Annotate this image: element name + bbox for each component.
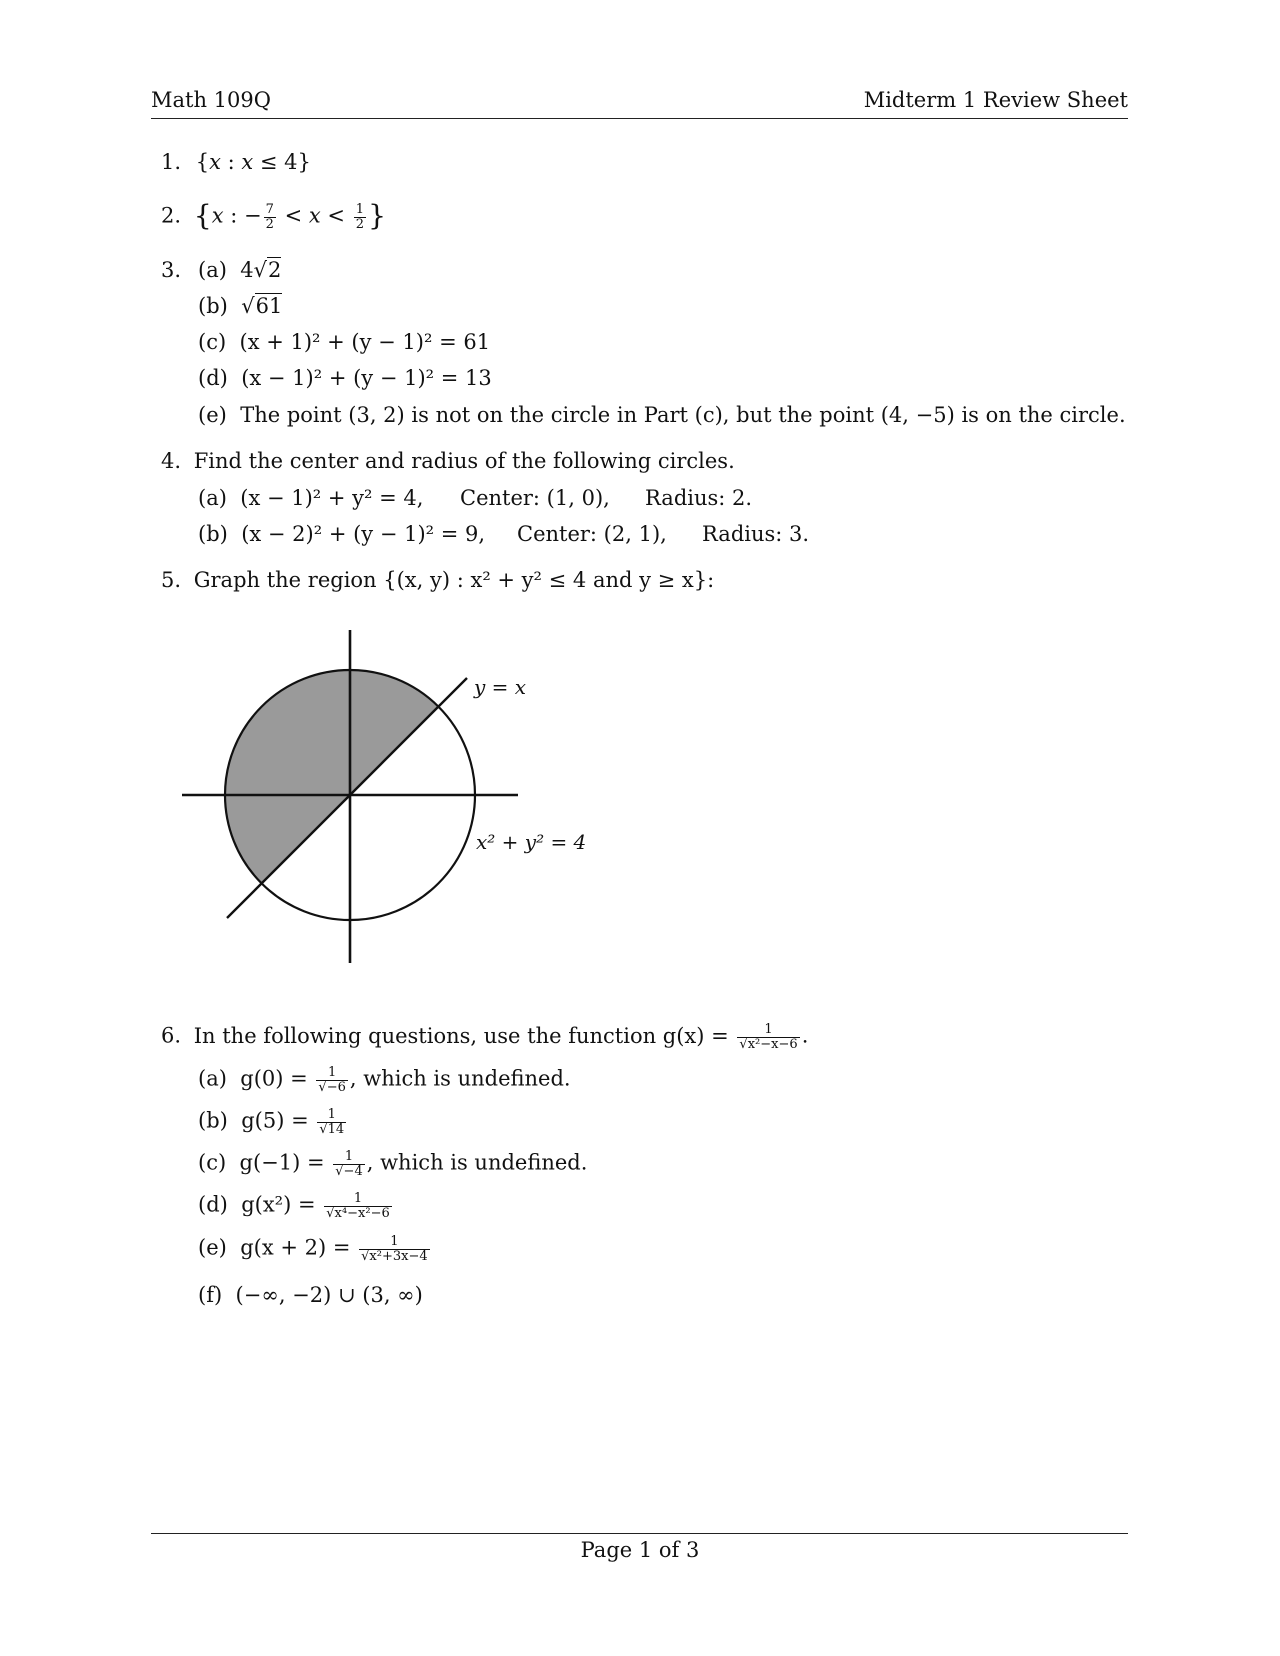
problem-4b-radius: Radius: 3.	[702, 522, 810, 546]
problem-4b: (b) (x − 2)² + (y − 1)² = 9,	[198, 522, 486, 546]
problem-6: 6. In the following questions, use the function g(x) = $\frac{1}{\text{√x²−x−6}}$ .	[161, 1022, 809, 1052]
problem-4a-center: Center: (1, 0),	[460, 486, 610, 510]
problem-6a: (a) g(0) = $\frac{1}{√-6}$ , which is undefined.	[198, 1065, 571, 1095]
problem-number: 2.	[161, 203, 182, 228]
problem-6f: (f) (−∞, −2) ∪ (3, ∞)	[198, 1283, 423, 1307]
course-name: Math 109Q	[151, 88, 271, 112]
fraction: $\frac{1}{\text{√x⁴−x²−6}}$	[326, 1191, 390, 1221]
problem-3a: (a) 4√2	[198, 258, 282, 282]
fraction: $\frac{1}{\text{√x²−x−6}}$	[739, 1022, 798, 1052]
problem-number: 4.	[161, 449, 182, 473]
fraction: $\frac{1}{√-6}$	[318, 1065, 346, 1095]
fraction: $\frac{1}{√-4}$	[335, 1149, 363, 1179]
fraction: $\frac{7}{2}$	[265, 202, 274, 232]
problem-4a: (a) (x − 1)² + y² = 4,	[198, 486, 424, 510]
problem-4: 4. Find the center and radius of the following circles.	[161, 449, 735, 473]
problem-4a-radius: Radius: 2.	[645, 486, 753, 510]
label-line: y = x	[474, 675, 527, 699]
problem-2: 2. {x : − $\frac{7}{2}$ < x < $\frac{1}{2}$ }	[161, 199, 387, 232]
fraction: $\frac{1}{2}$	[355, 202, 364, 232]
region-graph	[170, 625, 610, 975]
problem-3-number: 3.	[161, 258, 182, 282]
problem-6d: (d) g(x²) = $\frac{1}{\text{√x⁴−x²−6}}$	[198, 1191, 390, 1221]
problem-number: 6.	[161, 1023, 182, 1048]
footer-rule	[151, 1533, 1128, 1534]
shaded-region	[225, 670, 438, 883]
problem-3d: (d) (x − 1)² + (y − 1)² = 13	[198, 366, 492, 390]
header-rule	[151, 118, 1128, 119]
problem-3e: (e) The point (3, 2) is not on the circle in Part (c), but the point (4, −5) is on the circle.	[198, 403, 1126, 427]
problem-3b: (b) √61	[198, 294, 283, 318]
problem-6b: (b) g(5) = $\frac{1}{√14}$	[198, 1107, 345, 1137]
problem-number: 1.	[161, 150, 182, 174]
fraction: $\frac{1}{√14}$	[319, 1107, 345, 1137]
fraction: $\frac{1}{\text{√x²+3x−4}}$	[361, 1234, 428, 1264]
label-circle: x² + y² = 4	[476, 830, 587, 854]
document-title: Midterm 1 Review Sheet	[863, 88, 1128, 112]
problem-4b-center: Center: (2, 1),	[517, 522, 667, 546]
problem-3c: (c) (x + 1)² + (y − 1)² = 61	[198, 330, 491, 354]
problem-6c: (c) g(−1) = $\frac{1}{√-4}$ , which is undefined.	[198, 1149, 588, 1179]
problem-1: 1. {x : x ≤ 4}	[161, 150, 311, 174]
problem-5: 5. Graph the region {(x, y) : x² + y² ≤ 4 and y ≥ x}:	[161, 568, 715, 592]
problem-6e: (e) g(x + 2) = $\frac{1}{\text{√x²+3x−4}}$	[198, 1234, 428, 1264]
page-number: Page 1 of 3	[580, 1538, 700, 1562]
problem-number: 5.	[161, 568, 182, 592]
